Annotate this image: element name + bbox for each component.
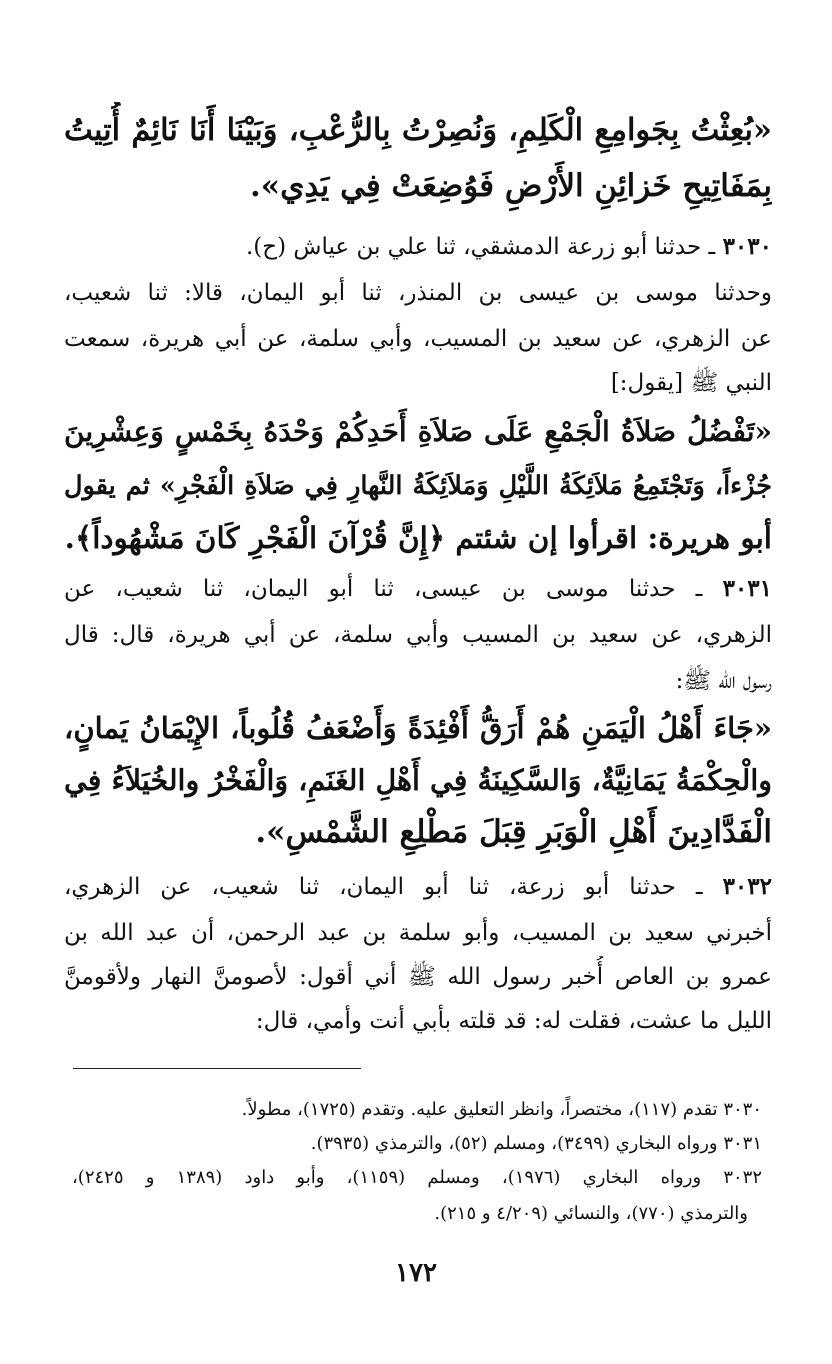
footnote-line: ٣٠٣٠ تقدم (١١٧)، مختصراً، وانظر التعليق عليه. وتقدم (١٧٢٥)، مطولاً. bbox=[241, 1099, 762, 1120]
footnote-divider bbox=[73, 1068, 361, 1069]
page-number: ١٧٢ bbox=[395, 1258, 437, 1288]
hadith-text-line: بِمَفَاتِيحِ خَزائِنِ الأَرْضِ فَوُضِعَتْ فِي يَدِي». bbox=[249, 168, 772, 204]
isnad-line bbox=[64, 568, 772, 610]
hadith-text-line: جُزْءاً، وَتَجْتَمِعُ مَلاَئِكَةُ اللَّيْلِ وَمَلاَئِكَةُ النَّهارِ فِي صَلاَةِ الْفَجْرِ» ثم يقول bbox=[64, 471, 772, 501]
isnad-text: حدثنا أبو زرعة الدمشقي، ثنا علي بن عياش (ح). bbox=[245, 234, 702, 260]
hadith-text-line: أبو هريرة: اقرأوا إن شئتم ﴿إِنَّ قُرْآنَ الْفَجْرِ كَانَ مَشْهُوداً﴾. bbox=[64, 520, 772, 555]
footnote-line: والترمذي (٧٧٠)، والنسائي (٤/٢٠٩ و ٢١٥). bbox=[434, 1203, 748, 1224]
isnad-line: الزهري، عن سعيد بن المسيب وأبي سلمة، عن أبي هريرة، قال: قال bbox=[64, 622, 772, 648]
isnad-text: حدثنا أبو زرعة، ثنا أبو اليمان، ثنا شعيب، عن الزهري، bbox=[64, 874, 676, 900]
hadith-dash: ـ bbox=[675, 576, 723, 602]
hadith-text-line: الْفَدَّادِينَ أَهْلِ الْوَبَرِ قِبَلَ مَطْلِعِ الشَّمْسِ». bbox=[255, 814, 772, 850]
isnad-line bbox=[64, 226, 772, 268]
isnad-line: الليل ما عشت، فقلت له: قد قلته بأبي أنت وأمي، قال: bbox=[255, 1008, 772, 1034]
hadith-text-line: «تَفْضُلُ صَلاَةُ الْجَمْعِ عَلَى صَلاَةِ أَحَدِكُمْ وَحْدَهُ بِخَمْسٍ وَعِشْرِينَ bbox=[64, 415, 772, 448]
hadith-number: ٣٠٣١ bbox=[722, 575, 772, 602]
isnad-line: عن الزهري، عن سعيد بن المسيب، وأبي سلمة، عن أبي هريرة، سمعت bbox=[64, 326, 772, 352]
footnote-line: ٣٠٣٢ ورواه البخاري (١٩٧٦)، ومسلم (١١٥٩)، وأبو داود (١٣٨٩ و ٢٤٢٥)، bbox=[72, 1167, 762, 1188]
hadith-text-line: «جَاءَ أَهْلُ الْيَمَنِ هُمْ أَرَقُّ أَفْئِدَةً وَأَضْعَفُ قُلُوباً، الإِيْمَانُ يَمانٍ، bbox=[64, 711, 772, 745]
hadith-text-line: «بُعِثْتُ بِجَوامِعِ الْكَلِمِ، وَنُصِرْتُ بِالرُّعْبِ، وَبَيْنَا أَنَا نَائِمٌ أُتِيتُ bbox=[64, 112, 772, 148]
isnad-line: رسول الله ﷺ: bbox=[675, 668, 772, 694]
isnad-line: عمرو بن العاص أُخبر رسول الله ﷺ أني أقول: لأصومنَّ النهار ولأقومنَّ bbox=[64, 964, 772, 990]
hadith-text-line: والْحِكْمَةُ يَمَانِيَّةٌ، وَالسَّكِينَةُ فِي أَهْلِ الغَنَمِ، وَالْفَخْرُ والخُيَلاَءُ فِي bbox=[64, 763, 772, 797]
hadith-number: ٣٠٣٢ bbox=[722, 873, 772, 900]
isnad-text: حدثنا موسى بن عيسى، ثنا أبو اليمان، ثنا شعيب، عن bbox=[64, 576, 676, 602]
hadith-dash: ـ bbox=[701, 234, 723, 260]
footnote-line: ٣٠٣١ ورواه البخاري (٣٤٩٩)، ومسلم (٥٢)، والترمذي (٣٩٣٥). bbox=[310, 1133, 762, 1154]
isnad-line: وحدثنا موسى بن عيسى بن المنذر، ثنا أبو اليمان، قالا: ثنا شعيب، bbox=[64, 280, 772, 306]
isnad-line: أخبرني سعيد بن المسيب، وأبو سلمة بن عبد الرحمن، أن عبد الله بن bbox=[64, 920, 772, 946]
hadith-dash: ـ bbox=[675, 874, 723, 900]
hadith-number: ٣٠٣٠ bbox=[722, 233, 772, 260]
isnad-line: النبي ﷺ [يقول:] bbox=[610, 370, 772, 396]
isnad-line bbox=[64, 866, 772, 908]
